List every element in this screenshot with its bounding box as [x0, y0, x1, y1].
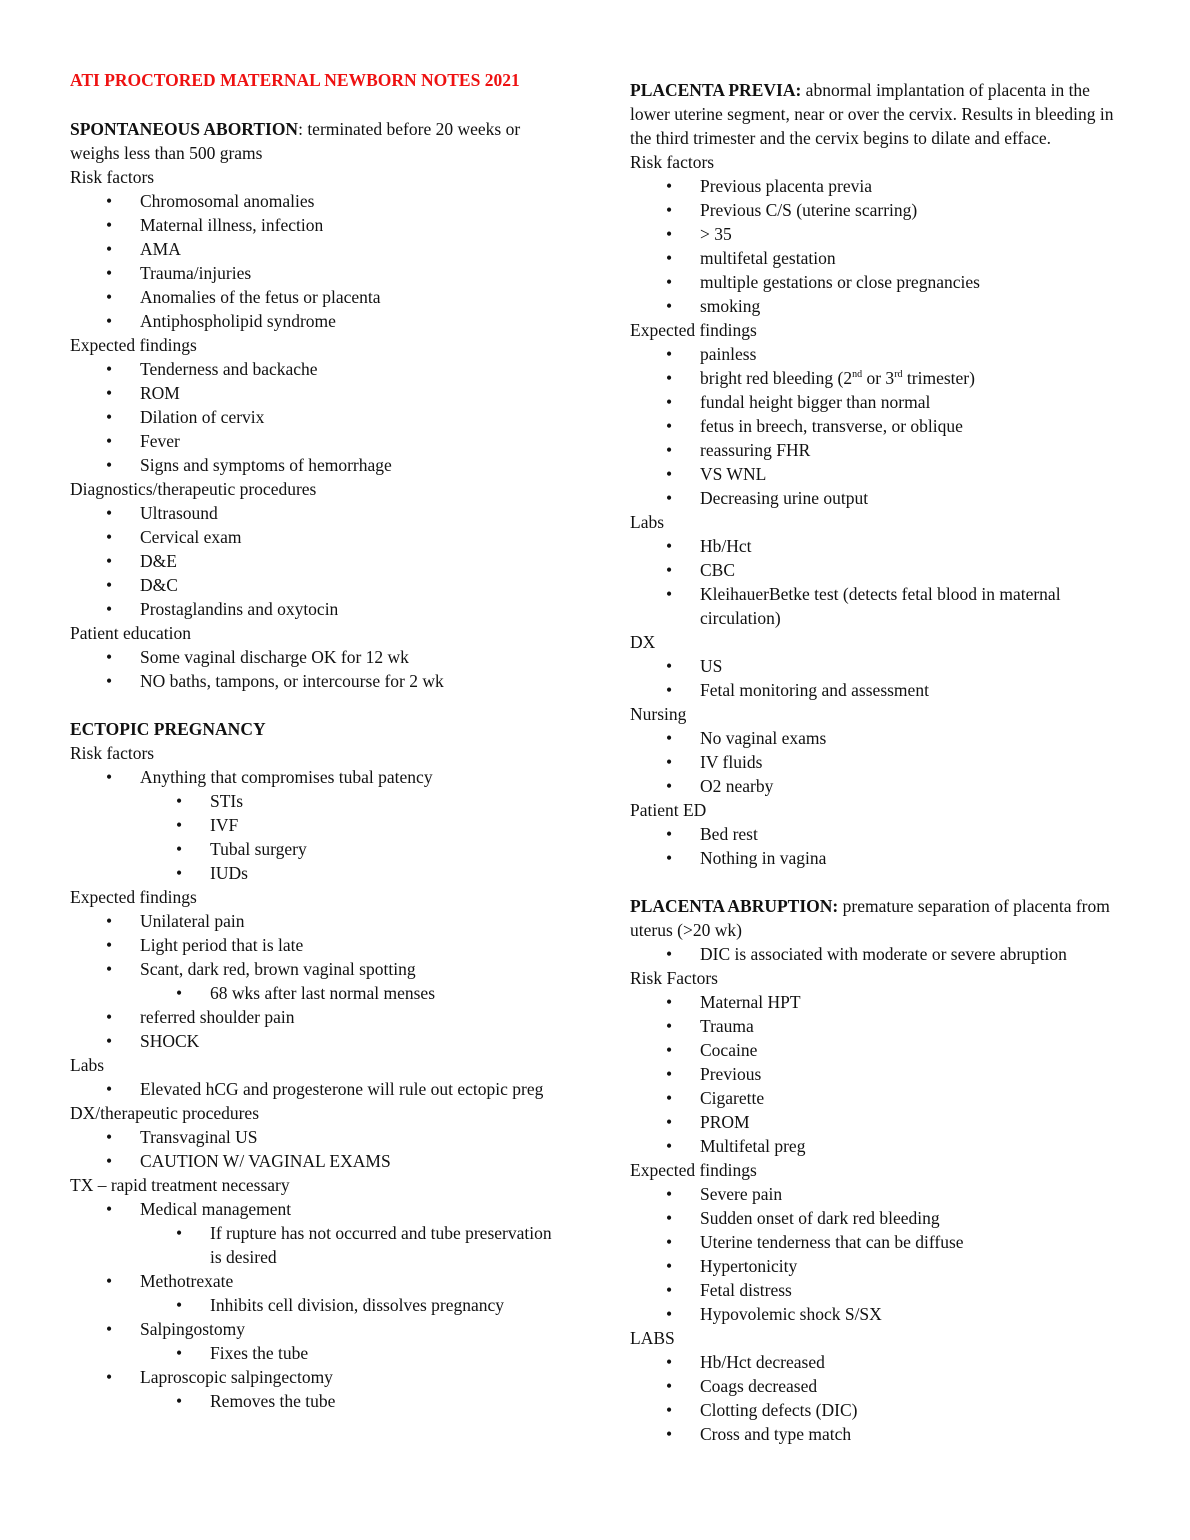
bleeding-text: or 3	[862, 368, 895, 388]
sub-list-item: • IVF	[70, 813, 560, 837]
subheading: LABS	[630, 1328, 675, 1348]
list-item: • Previous placenta previa	[630, 174, 1125, 198]
list-item: • Antiphospholipid syndrome	[70, 309, 560, 333]
list-item: • ROM	[70, 381, 560, 405]
list-item: • Signs and symptoms of hemorrhage	[70, 453, 560, 477]
list-item: • Multifetal preg	[630, 1134, 1125, 1158]
left-column	[70, 69, 560, 1413]
list-item: • Hb/Hct decreased	[630, 1350, 1125, 1374]
list-item: • > 35	[630, 222, 1125, 246]
list-item: • US	[630, 654, 1125, 678]
sub-list-item: • If rupture has not occurred and tube preservation is desired	[70, 1221, 560, 1269]
risk-factor-list	[70, 189, 560, 333]
subheading: Patient education	[70, 622, 192, 643]
education-list	[630, 822, 1125, 870]
subheading: Expected findings	[630, 1160, 757, 1180]
list-item: • Previous	[630, 1062, 1125, 1086]
list-item: • Fetal distress	[630, 1278, 1125, 1302]
subheading: Labs	[630, 512, 665, 532]
ordinal-suffix: rd	[894, 369, 903, 380]
list-item: • Medical management	[70, 1197, 560, 1221]
section-intro	[70, 117, 560, 165]
list-item: • painless	[630, 342, 1125, 366]
list-item: • CBC	[630, 558, 1125, 582]
risk-factor-list	[630, 990, 1125, 1158]
list-item: • Light period that is late	[70, 933, 560, 957]
list-item: • Fever	[70, 429, 560, 453]
list-item: • Hb/Hct	[630, 534, 1125, 558]
section-heading: PLACENTA PREVIA:	[630, 80, 802, 100]
list-item: • Some vaginal discharge OK for 12 wk	[70, 645, 560, 669]
subheading: Nursing	[630, 704, 687, 724]
list-item: • D&E	[70, 549, 560, 573]
sub-list-item: • Inhibits cell division, dissolves pregnancy	[70, 1293, 560, 1317]
section-placenta-previa	[630, 78, 1125, 870]
list-item: • Methotrexate	[70, 1269, 560, 1293]
list-item: • Transvaginal US	[70, 1125, 560, 1149]
subheading: DX/therapeutic procedures	[70, 1102, 260, 1123]
list-item: • referred shoulder pain	[70, 1005, 560, 1029]
list-item: • Sudden onset of dark red bleeding	[630, 1206, 1125, 1230]
subheading: Risk factors	[630, 152, 715, 172]
section-definition: : terminated before 20 weeks or weighs less than 500 grams	[70, 118, 521, 163]
list-item: • Uterine tenderness that can be diffuse	[630, 1230, 1125, 1254]
diagnostics-list	[630, 654, 1125, 702]
document-title: ATI PROCTORED MATERNAL NEWBORN NOTES 2021	[70, 70, 520, 90]
findings-list	[70, 357, 560, 477]
list-item: • VS WNL	[630, 462, 1125, 486]
subheading: Patient ED	[630, 800, 707, 820]
list-item: • Cross and type match	[630, 1422, 1125, 1446]
ordinal-suffix: nd	[852, 369, 863, 380]
subheading: Diagnostics/therapeutic procedures	[70, 478, 317, 499]
list-item: • PROM	[630, 1110, 1125, 1134]
list-item: • Coags decreased	[630, 1374, 1125, 1398]
labs-list	[630, 1350, 1125, 1446]
labs-list	[70, 1077, 560, 1101]
list-item: • smoking	[630, 294, 1125, 318]
list-item: • Anything that compromises tubal patency	[70, 765, 560, 789]
section-heading: SPONTANEOUS ABORTION	[70, 118, 299, 139]
subheading: Risk Factors	[630, 968, 718, 988]
section-heading: ECTOPIC PREGNANCY	[70, 718, 266, 739]
list-item: • IV fluids	[630, 750, 1125, 774]
list-item: • fetus in breech, transverse, or oblique	[630, 414, 1125, 438]
risk-factor-list	[70, 765, 560, 885]
sub-list-item: • Removes the tube	[70, 1389, 560, 1413]
subheading: Expected findings	[70, 886, 197, 907]
section-intro	[630, 894, 1125, 942]
labs-list	[630, 534, 1125, 630]
list-item: • Cigarette	[630, 1086, 1125, 1110]
list-item: • KleihauerBetke test (detects fetal blood in maternal circulation)	[630, 582, 1125, 630]
list-item: • Trauma/injuries	[70, 261, 560, 285]
list-item: • Dilation of cervix	[70, 405, 560, 429]
findings-list	[630, 1182, 1125, 1326]
list-item: • Unilateral pain	[70, 909, 560, 933]
section-heading: PLACENTA ABRUPTION:	[630, 896, 839, 916]
list-item: • Previous C/S (uterine scarring)	[630, 198, 1125, 222]
sub-list-item: • Fixes the tube	[70, 1341, 560, 1365]
list-item: • Severe pain	[630, 1182, 1125, 1206]
note-list	[630, 942, 1125, 966]
subheading: Risk factors	[70, 742, 155, 763]
list-item: • Hypovolemic shock S/SX	[630, 1302, 1125, 1326]
nursing-list	[630, 726, 1125, 798]
list-item: • Fetal monitoring and assessment	[630, 678, 1125, 702]
subheading: TX – rapid treatment necessary	[70, 1174, 290, 1195]
list-item: • D&C	[70, 573, 560, 597]
list-item: • Ultrasound	[70, 501, 560, 525]
list-item: • Nothing in vagina	[630, 846, 1125, 870]
section-definition: premature separation of placenta from uterus (>20 wk)	[630, 896, 1110, 940]
list-item: • Maternal HPT	[630, 990, 1125, 1014]
bleeding-text: trimester)	[902, 368, 975, 388]
subheading: Expected findings	[70, 334, 197, 355]
section-ectopic-pregnancy	[70, 717, 560, 1413]
list-item: • fundal height bigger than normal	[630, 390, 1125, 414]
treatment-list	[70, 1197, 560, 1413]
section-spontaneous-abortion	[70, 117, 560, 693]
list-item: • NO baths, tampons, or intercourse for 2 wk	[70, 669, 560, 693]
list-item: • Maternal illness, infection	[70, 213, 560, 237]
subheading: DX	[630, 632, 656, 652]
education-list	[70, 645, 560, 693]
list-item: • SHOCK	[70, 1029, 560, 1053]
list-item: • multiple gestations or close pregnancies	[630, 270, 1125, 294]
list-item: • Hypertonicity	[630, 1254, 1125, 1278]
list-item: • Cocaine	[630, 1038, 1125, 1062]
list-item: • Elevated hCG and progesterone will rule out ectopic preg	[70, 1077, 560, 1101]
sub-list-item: • Tubal surgery	[70, 837, 560, 861]
list-item: • DIC is associated with moderate or severe abruption	[630, 942, 1125, 966]
list-item: • CAUTION W/ VAGINAL EXAMS	[70, 1149, 560, 1173]
list-item	[630, 366, 1125, 390]
list-item: • No vaginal exams	[630, 726, 1125, 750]
list-item: • Scant, dark red, brown vaginal spotting	[70, 957, 560, 981]
list-item: • Laproscopic salpingectomy	[70, 1365, 560, 1389]
list-item: • Salpingostomy	[70, 1317, 560, 1341]
list-item: • multifetal gestation	[630, 246, 1125, 270]
list-item: • Bed rest	[630, 822, 1125, 846]
list-item: • Anomalies of the fetus or placenta	[70, 285, 560, 309]
diagnostics-list	[70, 1125, 560, 1173]
list-item: • Prostaglandins and oxytocin	[70, 597, 560, 621]
right-column	[630, 78, 1125, 1446]
list-item: • Chromosomal anomalies	[70, 189, 560, 213]
list-item: • Tenderness and backache	[70, 357, 560, 381]
subheading: Risk factors	[70, 166, 155, 187]
findings-list	[70, 909, 560, 1053]
list-item: • reassuring FHR	[630, 438, 1125, 462]
subheading: Labs	[70, 1054, 105, 1075]
subheading: Expected findings	[630, 320, 757, 340]
section-definition: abnormal implantation of placenta in the lower uterine segment, near or over the cervix. Results in bleeding in the third trimester and the cervix begins to dilate and efface.	[630, 80, 1114, 148]
list-item: • Cervical exam	[70, 525, 560, 549]
sub-list-item: • 68 wks after last normal menses	[70, 981, 560, 1005]
list-item: • Decreasing urine output	[630, 486, 1125, 510]
sub-list-item: • STIs	[70, 789, 560, 813]
risk-factor-list	[630, 174, 1125, 318]
section-placenta-abruption	[630, 894, 1125, 1446]
bleeding-text: bright red bleeding (2	[700, 368, 853, 388]
list-item: • Trauma	[630, 1014, 1125, 1038]
findings-list	[630, 342, 1125, 510]
list-item: • O2 nearby	[630, 774, 1125, 798]
diagnostics-list	[70, 501, 560, 621]
list-item: • AMA	[70, 237, 560, 261]
list-item: • Clotting defects (DIC)	[630, 1398, 1125, 1422]
section-intro	[630, 78, 1125, 150]
sub-list-item: • IUDs	[70, 861, 560, 885]
